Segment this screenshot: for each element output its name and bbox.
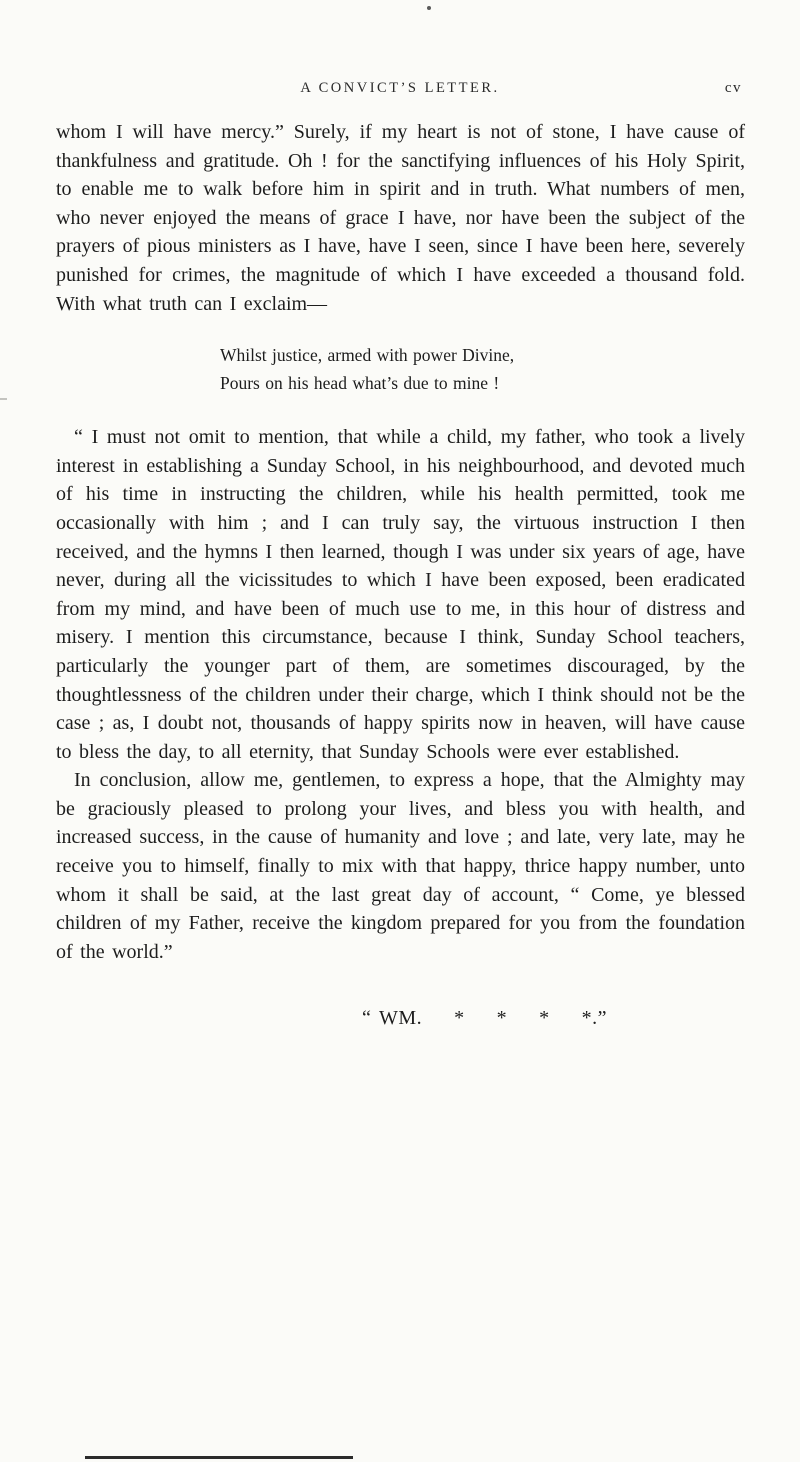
- verse-line-1: Whilst justice, armed with power Divine,: [220, 345, 515, 366]
- paragraph-2: “ I must not omit to mention, that while a child, my father, who took a lively interest in establishing a Sunday School, in his neighbourhood, and devoted much of his time in instructing the children, while his health permitted, took me occasionally with him ; and I can truly say, the virtuous instruction I then received, and the hymns I then learned, though I was under six years of age, have never, during all the vicissitudes to which I have been exposed, been eradicated from my mind, and have been of much use to me, in this hour of distress and misery. I mention this circumstance, because I think, Sunday School teachers, particularly the younger part of them, are sometimes discouraged, by the thoughtlessness of the children under their charge, which I think should not be the case ; as, I doubt not, thousands of happy spirits now in heaven, will have cause to bless the day, to all eternity, that Sunday Schools were ever established.: [56, 426, 745, 763]
- verse-line-2: Pours on his head what’s due to mine !: [220, 373, 500, 394]
- paragraph-3: In conclusion, allow me, gentlemen, to express a hope, that the Almighty may be graciously pleased to prolong your lives, and bless you with health, and increased success, in the cause of humanity and love ; and late, very late, may he receive you to himself, finally to mix with that happy, thrice happy number, unto whom it shall be said, at the last great day of account, “ Come, ye blessed children of my Father, receive the kingdom prepared for you from the foundation of the world.”: [56, 769, 745, 963]
- letter-body: [56, 118, 745, 1033]
- verse-quote: [220, 341, 745, 397]
- scan-artifact-dot: [427, 6, 431, 10]
- running-title: A CONVICT’S LETTER.: [300, 80, 500, 96]
- page-number: cv: [724, 80, 742, 96]
- page-header: [56, 80, 744, 97]
- signature: “ WM. * * * *.”: [361, 1007, 607, 1030]
- paragraph-1: whom I will have mercy.” Surely, if my heart is not of stone, I have cause of thankfulness and gratitude. Oh ! for the sanctifying influences of his Holy Spirit, to enable me to walk before him in spirit and in truth. What numbers of men, who never enjoyed the means of grace I have, nor have been the subject of the prayers of pious ministers as I have, have I seen, since I have been here, severely punished for crimes, the magnitude of which I have exceeded a thousand fold. With what truth can I exclaim—: [56, 121, 745, 315]
- scan-artifact-dash: [0, 398, 7, 400]
- scan-artifact-line: [85, 1456, 353, 1459]
